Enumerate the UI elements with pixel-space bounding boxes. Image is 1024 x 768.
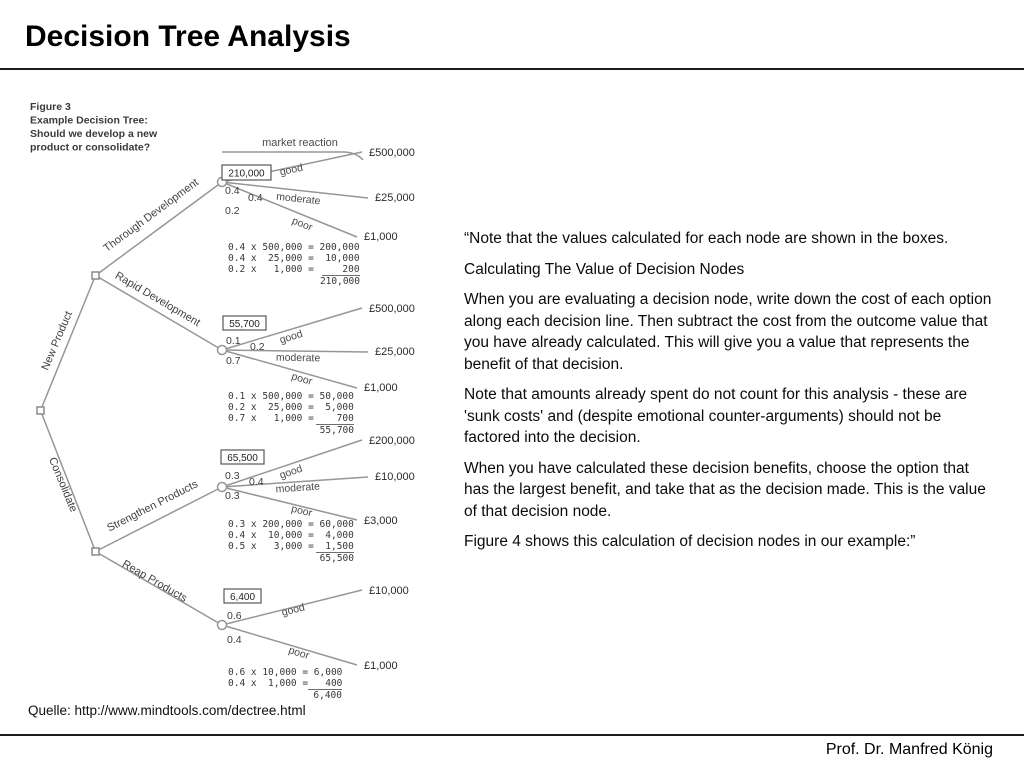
body-paragraph-heading: Calculating The Value of Decision Nodes (464, 260, 745, 278)
body-paragraph-quote-open: “Note that the values calculated for each node are shown in the boxes. (464, 230, 949, 247)
calc-line: 0.2 x 25,000 = 5,000 (228, 402, 354, 413)
outcome-label-good: good (280, 601, 307, 619)
outcome-label-good: good (278, 327, 305, 347)
body-paragraph: Note that amounts already spent do not count for this analysis - these are 'sunk costs' and (despite emotional counter-arguments) should not be factored into the decision. (464, 386, 968, 446)
outcome-label-poor: poor (290, 214, 315, 234)
option-label: Thorough Development (101, 176, 201, 255)
body-text-column (464, 228, 994, 562)
option-thorough-development (101, 147, 414, 287)
calc-line: 0.4 x 1,000 = 400 (228, 678, 343, 689)
payoff-label: £200,000 (369, 435, 415, 447)
figure-caption-line-3: Should we develop a new (30, 128, 158, 140)
outcome-label-poor: poor (290, 370, 314, 388)
outcome-label-moderate: moderate (275, 351, 321, 365)
calc-line: 0.3 x 200,000 = 60,000 (228, 519, 354, 530)
payoff-label: £500,000 (369, 147, 415, 159)
prob-label: 0.4 (248, 192, 263, 204)
decision-tree-figure (20, 90, 450, 715)
title-divider (0, 68, 1024, 70)
figure-caption-line-2: Example Decision Tree: (30, 114, 148, 127)
prob-label: 0.4 (225, 185, 240, 197)
footer-author: Prof. Dr. Manfred König (825, 741, 993, 758)
prob-label: 0.1 (226, 335, 241, 347)
payoff-label: £1,000 (364, 660, 398, 672)
payoff-label: £1,000 (364, 231, 398, 243)
payoff-label: £1,000 (364, 382, 398, 394)
option-strengthen-products (105, 435, 415, 564)
market-reaction-label: market reaction (262, 137, 338, 149)
consolidate-decision-node (92, 548, 99, 555)
option-reap-products (120, 558, 409, 701)
prob-label: 0.3 (225, 470, 240, 482)
calc-total: 65,500 (319, 553, 354, 564)
calc-line: 0.1 x 500,000 = 50,000 (228, 391, 354, 402)
outcome-poor-line (222, 182, 357, 237)
outcome-label-good: good (278, 161, 305, 179)
decision-tree-svg (20, 90, 450, 715)
new-product-decision-node (92, 272, 99, 279)
calc-total: 55,700 (319, 425, 354, 436)
calc-line: 0.4 x 500,000 = 200,000 (228, 242, 360, 253)
prob-label: 0.4 (249, 476, 264, 488)
chance-node (218, 621, 227, 630)
payoff-label: £10,000 (369, 585, 409, 597)
branch-thorough-line (96, 182, 223, 276)
calc-line: 0.6 x 10,000 = 6,000 (228, 667, 343, 678)
payoff-label: £3,000 (364, 515, 398, 527)
calc-total: 210,000 (319, 276, 360, 287)
value-text: 55,700 (229, 319, 260, 330)
payoff-label: £500,000 (369, 303, 415, 315)
outcome-label-poor: poor (287, 644, 311, 662)
prob-label: 0.2 (225, 205, 240, 217)
source-line: Quelle: http://www.mindtools.com/dectree.html (28, 703, 306, 718)
option-label: Reap Products (119, 558, 190, 605)
consolidate-label: Consolidate (46, 455, 80, 514)
prob-label: 0.2 (250, 341, 265, 353)
outcome-label-moderate: moderate (275, 480, 321, 496)
root-decision-node (37, 407, 44, 414)
prob-label: 0.7 (226, 355, 241, 367)
calc-line: 0.4 x 25,000 = 10,000 (228, 253, 360, 264)
value-text: 6,400 (229, 592, 256, 603)
footer-divider (0, 734, 1024, 736)
payoff-label: £25,000 (375, 192, 415, 204)
calc-total: 6,400 (313, 690, 342, 701)
figure-caption-line-4: product or consolidate? (30, 141, 151, 154)
body-paragraph-quote-close: Figure 4 shows this calculation of decision nodes in our example:” (464, 533, 916, 550)
calc-line: 0.5 x 3,000 = 1,500 (228, 541, 354, 552)
page-title: Decision Tree Analysis (25, 20, 351, 53)
calc-line: 0.7 x 1,000 = 700 (228, 413, 354, 424)
figure-caption-line-1: Figure 3 (30, 101, 71, 113)
outcome-label-moderate: moderate (275, 190, 321, 208)
outcome-label-poor: poor (290, 502, 314, 520)
payoff-label: £25,000 (375, 346, 415, 358)
value-text: 65,500 (227, 453, 258, 464)
new-product-label: New Product (39, 309, 76, 373)
outcome-label-good: good (278, 462, 305, 482)
calc-line: 0.4 x 10,000 = 4,000 (228, 530, 354, 541)
prob-label: 0.4 (227, 634, 242, 646)
calc-line: 0.2 x 1,000 = 200 (228, 264, 360, 275)
prob-label: 0.3 (225, 490, 240, 502)
body-paragraph: When you have calculated these decision benefits, choose the option that has the largest benefit, and take that as the decision made. This is the value of that decision node. (464, 459, 986, 520)
body-paragraph: When you are evaluating a decision node, write down the cost of each option along each decision line. Then subtract the cost from the outcome value that you have already calculated. This will give you a value that represents the benefit of that decision. (464, 291, 992, 373)
value-text: 210,000 (228, 168, 265, 180)
option-rapid-development (113, 270, 415, 436)
option-label: Strengthen Products (105, 478, 201, 535)
branch-rapid-line (96, 276, 223, 351)
payoff-label: £10,000 (375, 471, 415, 483)
prob-label: 0.6 (227, 610, 242, 622)
option-label: Rapid Development (112, 269, 203, 330)
